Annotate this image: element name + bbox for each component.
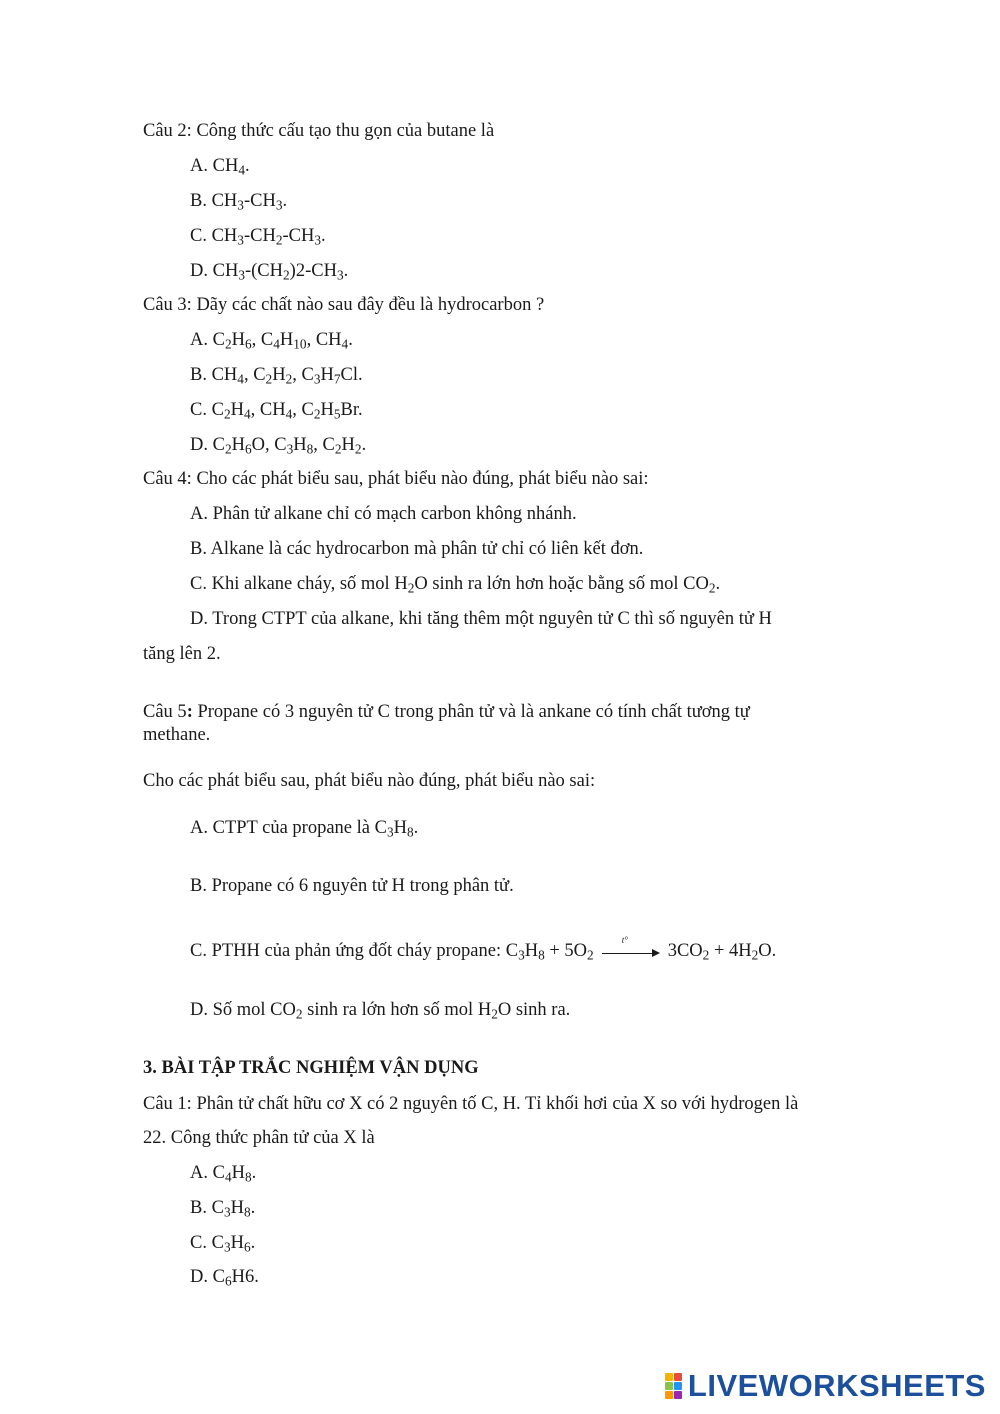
q4-option-d-continued: tăng lên 2. bbox=[143, 644, 221, 664]
q3-stem: Câu 3: Dãy các chất nào sau đây đều là hydrocarbon ? bbox=[143, 295, 545, 315]
q5-label: Câu 5 bbox=[143, 702, 187, 722]
q3-option-a: A. $C_2H_6$, $C_4H_{10}$, $CH_4$. bbox=[190, 330, 353, 352]
q5-option-b: B. Propane có 6 nguyên tử H trong phân tử. bbox=[190, 876, 514, 896]
q5-stem-line1 bbox=[143, 703, 750, 722]
q3-option-c: C. $C_2H_4$, $CH_4$, $C_2H_5Br$. bbox=[190, 400, 363, 422]
s3-q1-option-a: A. $C_4H_8$. bbox=[190, 1163, 257, 1185]
reaction-arrow-icon bbox=[602, 934, 660, 959]
q5-option-c-reactants: C. PTHH của phản ứng đốt cháy propane: $C_3H_8 + 5O_2$ bbox=[190, 941, 594, 963]
q2-stem: Câu 2: Công thức cấu tạo thu gọn của butane là bbox=[143, 121, 495, 141]
q5-option-c bbox=[190, 934, 777, 963]
q5-option-c-products: $3CO_2 + 4H_2O$. bbox=[667, 941, 777, 963]
s3-q1-option-b: B. $C_3H_8$. bbox=[190, 1198, 256, 1220]
heat-condition: t° bbox=[621, 934, 628, 945]
q4-option-d: D. Trong CTPT của alkane, khi tăng thêm một nguyên tử C thì số nguyên tử H bbox=[190, 609, 772, 629]
section-3-title: 3. BÀI TẬP TRẮC NGHIỆM VẬN DỤNG bbox=[143, 1058, 479, 1078]
q2-option-a: A. $CH_4$. bbox=[190, 156, 250, 178]
q5-stem-text: Propane có 3 nguyên tử C trong phân tử và là ankane có tính chất tương tự bbox=[192, 702, 750, 722]
q2-option-c: C. $CH_3-CH_2-CH_3$. bbox=[190, 226, 326, 248]
q5-prompt: Cho các phát biểu sau, phát biểu nào đúng, phát biểu nào sai: bbox=[143, 771, 596, 791]
q3-option-d: D. $C_2H_6O$, $C_3H_8$, $C_2H_2$. bbox=[190, 435, 367, 457]
q4-option-a: A. Phân tử alkane chỉ có mạch carbon không nhánh. bbox=[190, 504, 577, 524]
q4-option-c: C. Khi alkane cháy, số mol $H_2O$ sinh ra lớn hơn hoặc bằng số mol $CO_2$. bbox=[190, 574, 721, 596]
liveworksheets-logo-icon bbox=[665, 1373, 682, 1399]
q4-stem: Câu 4: Cho các phát biểu sau, phát biểu nào đúng, phát biểu nào sai: bbox=[143, 469, 649, 489]
s3-q1-option-d: D. $C_6H6$. bbox=[190, 1267, 259, 1289]
q4-option-b: B. Alkane là các hydrocarbon mà phân tử chỉ có liên kết đơn. bbox=[190, 539, 644, 559]
q2-option-b: B. $CH_3-CH_3$. bbox=[190, 191, 288, 213]
liveworksheets-logo bbox=[665, 1368, 986, 1404]
liveworksheets-wordmark: LIVEWORKSHEETS bbox=[687, 1368, 986, 1403]
q3-option-b: B. $CH_4$, $C_2H_2$, $C_3H_7Cl$. bbox=[190, 365, 363, 387]
q5-option-d: D. Số mol $CO_2$ sinh ra lớn hơn số mol $H_2O$ sinh ra. bbox=[190, 1000, 571, 1022]
q2-option-d: D. $CH_3-(CH_2)2-CH_3$. bbox=[190, 261, 349, 283]
q5-option-a: A. CTPT của propane là $C_3H_8$. bbox=[190, 818, 419, 840]
s3-q1-option-c: C. $C_3H_6$. bbox=[190, 1233, 256, 1255]
s3-q1-stem-line2: 22. Công thức phân tử của X là bbox=[143, 1128, 375, 1148]
q5-stem-line2: methane. bbox=[143, 725, 211, 745]
q5-colon: : bbox=[186, 702, 193, 722]
s3-q1-stem-line1: Câu 1: Phân tử chất hữu cơ X có 2 nguyên tố C, H. Tỉ khối hơi của X so với hydrogen là bbox=[143, 1094, 799, 1114]
